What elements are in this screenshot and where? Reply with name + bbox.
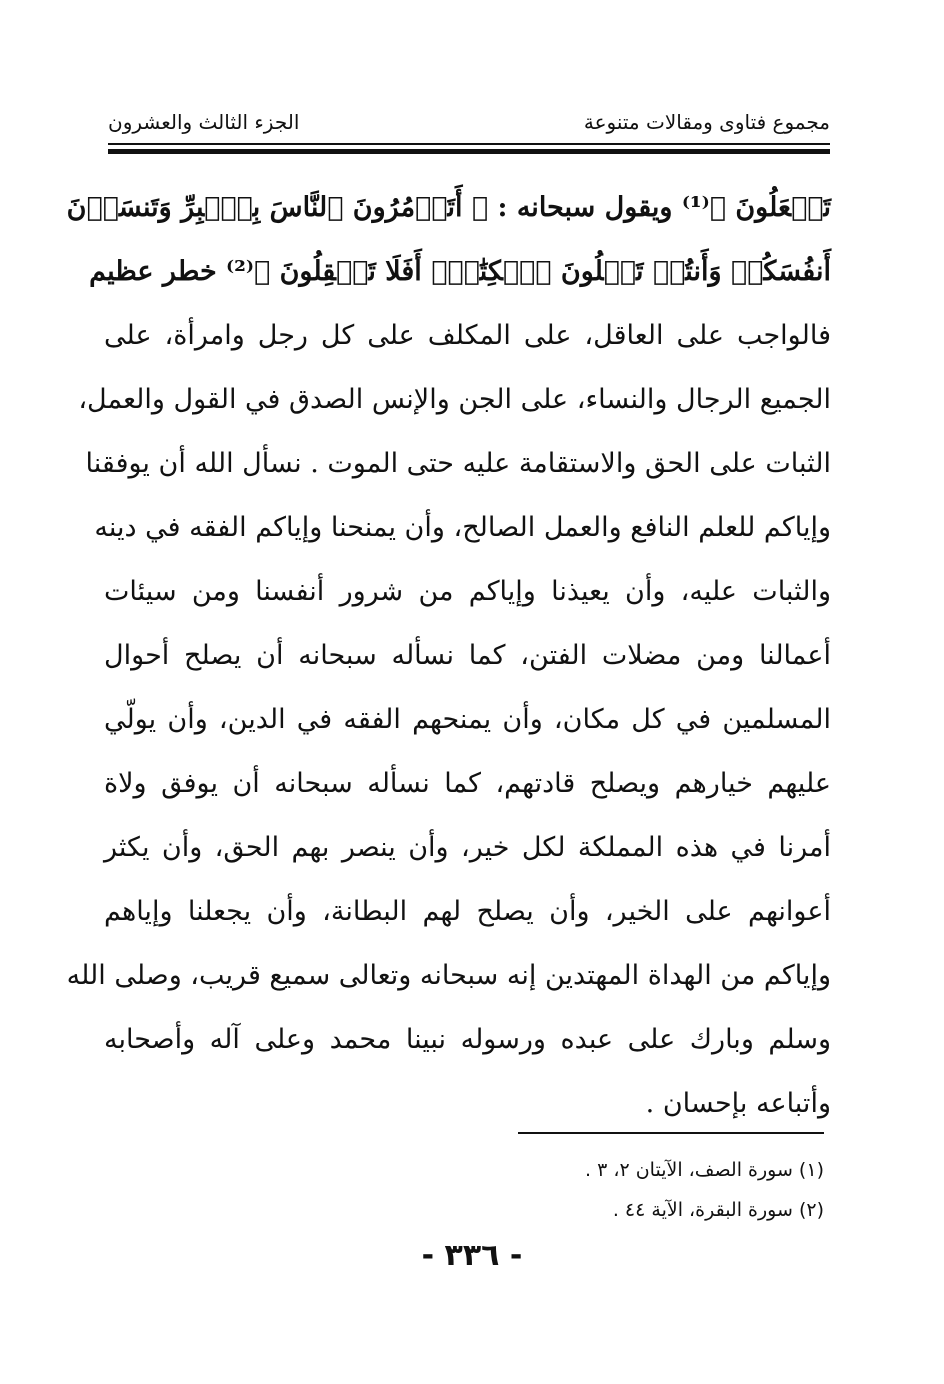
body-line: الجميع الرجال والنساء، على الجن والإنس الصدق في القول والعمل، xyxy=(78,384,831,415)
body-line: الثبات على الحق والاستقامة عليه حتى الموت . نسأل الله أن يوفقنا xyxy=(85,448,831,479)
page-number: - ٣٣٦ - xyxy=(421,1238,523,1273)
body-line: وإياكم من الهداة المهتدين إنه سبحانه وتعالى سميع قريب، وصلى الله xyxy=(66,960,831,991)
book-title: مجموع فتاوى ومقالات متنوعة xyxy=(583,110,830,134)
body-line: والثبات عليه، وأن يعيذنا وإياكم من شرور أنفسنا ومن سيئات xyxy=(104,576,831,607)
body-line: أعمالنا ومن مضلات الفتن، كما نسأله سبحانه أن يصلح أحوال xyxy=(104,640,831,671)
header-rule-thin xyxy=(108,143,830,145)
footnote-separator xyxy=(518,1132,824,1134)
body-line: وأتباعه بإحسان . xyxy=(645,1088,831,1119)
footnotes xyxy=(224,1150,824,1230)
body-line: المسلمين في كل مكان، وأن يمنحهم الفقه في الدين، وأن يولّي xyxy=(104,704,831,735)
body-line: تَفۡعَلُونَ ﴾⁽¹⁾ ويقول سبحانه : ﴿ أَتَأۡمُرُونَ ٱلنَّاسَ بِٱلۡبِرِّ وَتَنسَوۡنَ xyxy=(66,192,831,223)
body-line: وإياكم للعلم النافع والعمل الصالح، وأن يمنحنا وإياكم الفقه في دينه xyxy=(94,512,831,543)
body-text xyxy=(66,176,831,1136)
body-line: وسلم وبارك على عبده ورسوله نبينا محمد وعلى آله وأصحابه xyxy=(104,1024,831,1055)
body-line: فالواجب على العاقل، على المكلف على كل رجل وامرأة، على xyxy=(104,320,831,351)
footnote-1: (١) سورة الصف، الآيتان ٢، ٣ . xyxy=(584,1159,824,1181)
body-line: أمرنا في هذه المملكة لكل خير، وأن ينصر بهم الحق، وأن يكثر xyxy=(104,832,831,863)
running-header xyxy=(108,106,830,142)
footnote-2: (٢) سورة البقرة، الآية ٤٤ . xyxy=(612,1199,824,1221)
body-line: أعوانهم على الخير، وأن يصلح لهم البطانة، وأن يجعلنا وإياهم xyxy=(104,896,831,927)
header-rule-thick xyxy=(108,149,830,154)
volume-label: الجزء الثالث والعشرون xyxy=(108,110,300,134)
body-line: أَنفُسَكُمۡ وَأَنتُمۡ تَتۡلُونَ ٱلۡكِتَٰبَۚ أَفَلَا تَعۡقِلُونَ ﴾⁽²⁾ خطر عظيم xyxy=(89,256,831,287)
body-line: عليهم خيارهم ويصلح قادتهم، كما نسأله سبحانه أن يوفق ولاة xyxy=(104,768,831,799)
